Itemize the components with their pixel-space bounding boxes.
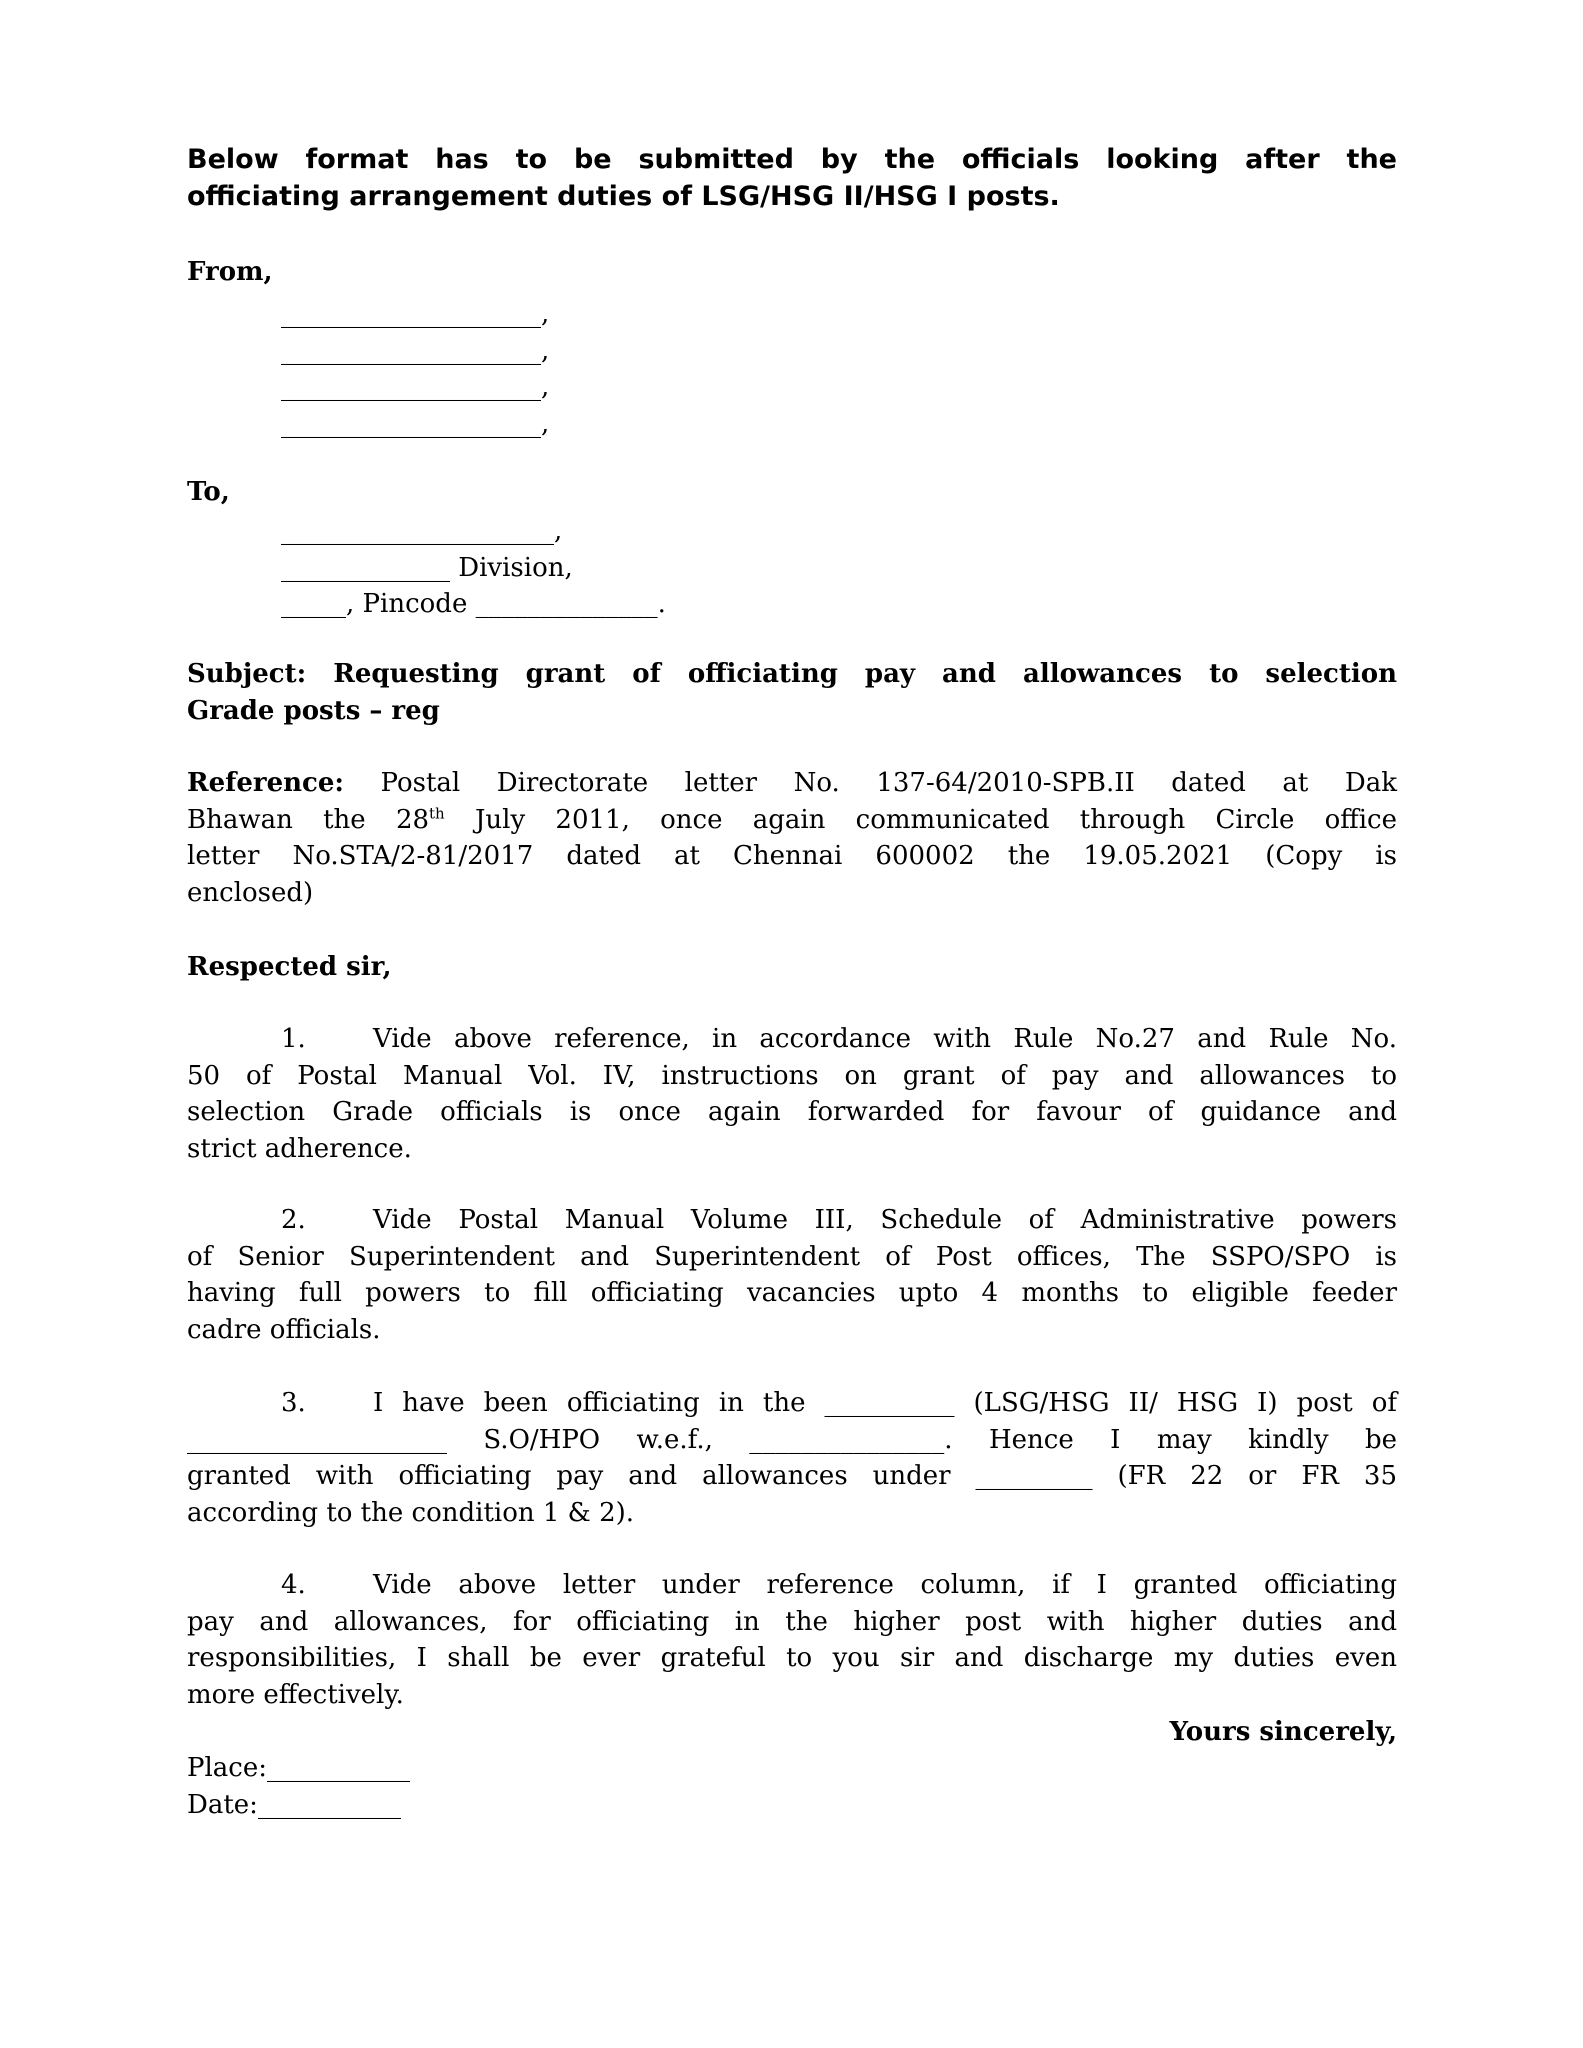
place-date: [187, 1750, 1397, 1823]
paragraph-line: ____________________ S.O/HPO w.e.f., _______________. Hence I may kindly be: [187, 1424, 1397, 1455]
to-line: _____, Pincode ______________.: [281, 589, 666, 620]
paragraph-1: [187, 1021, 1397, 1167]
from-blank: ____________________,: [281, 335, 550, 366]
reference-text: enclosed): [187, 877, 314, 908]
to-address: [187, 513, 1397, 623]
paragraph-line: Vide Postal Manual Volume III, Schedule of Administrative powers: [373, 1205, 1397, 1235]
paragraph-number: 1.: [281, 1024, 306, 1054]
reference-text: July 2011, once again communicated through Circle office: [444, 804, 1398, 835]
paragraph-line: Vide above letter under reference column, if I granted officiating: [373, 1570, 1397, 1600]
heading-line: Below format has to be submitted by the officials looking after the: [187, 144, 1397, 175]
paragraph-number: 3.: [281, 1388, 306, 1418]
to-line: _____________ Division,: [281, 552, 573, 583]
from-blank: ____________________,: [281, 299, 550, 329]
reference-sup: th: [429, 803, 445, 822]
paragraph-line: I have been officiating in the __________ (LSG/HSG II/ HSG I) post of: [373, 1388, 1397, 1418]
paragraph-line: having full powers to fill officiating vacancies upto 4 months to eligible feeder: [187, 1278, 1397, 1309]
heading: [187, 142, 1397, 215]
paragraph-3: [187, 1385, 1397, 1531]
reference-text: Postal Directorate letter No. 137-64/2010-SPB.II dated at Dak: [380, 768, 1398, 798]
paragraph-line: of Senior Superintendent and Superintendent of Post offices, The SSPO/SPO is: [187, 1241, 1397, 1272]
reference-text: letter No.STA/2-81/2017 dated at Chennai 600002 the 19.05.2021 (Copy is: [187, 841, 1397, 872]
paragraph-line: selection Grade officials is once again forwarded for favour of guidance and: [187, 1097, 1397, 1128]
subject-line: Grade posts – reg: [187, 695, 440, 726]
paragraph-2: [187, 1202, 1397, 1348]
reference-label: Reference:: [187, 768, 344, 798]
subject-line: Subject: Requesting grant of officiating pay and allowances to selection: [187, 659, 1397, 689]
paragraph-line: more effectively.: [187, 1679, 404, 1710]
paragraph-line: responsibilities, I shall be ever grateful to you sir and discharge my duties even: [187, 1643, 1397, 1674]
place-field: Place:___________: [187, 1753, 411, 1783]
to-label: To,: [187, 477, 230, 507]
from-block: [187, 254, 1397, 291]
closing-text: Yours sincerely,: [1169, 1717, 1397, 1747]
paragraph-line: according to the condition 1 & 2).: [187, 1497, 635, 1528]
paragraph-4: [187, 1567, 1397, 1713]
paragraph-line: granted with officiating pay and allowances under _________ (FR 22 or FR 35: [187, 1461, 1397, 1492]
paragraph-number: 2.: [281, 1205, 306, 1235]
from-blank: ____________________,: [281, 372, 550, 403]
paragraph-line: pay and allowances, for officiating in the higher post with higher duties and: [187, 1606, 1397, 1637]
reference-text: Bhawan the 28: [187, 804, 430, 835]
paragraph-number: 4.: [281, 1570, 306, 1600]
reference: [187, 765, 1397, 911]
from-label: From,: [187, 257, 273, 287]
closing: [187, 1714, 1397, 1751]
paragraph-line: Vide above reference, in accordance with Rule No.27 and Rule No.: [373, 1024, 1397, 1054]
paragraph-line: 50 of Postal Manual Vol. IV, instructions on grant of pay and allowances to: [187, 1060, 1397, 1091]
date-field: Date:___________: [187, 1789, 401, 1820]
salutation: [187, 949, 1397, 986]
heading-line: officiating arrangement duties of LSG/HSG II/HSG I posts.: [187, 180, 1060, 212]
from-blank: ____________________,: [281, 408, 550, 439]
to-line: _____________________,: [281, 516, 563, 546]
subject: [187, 656, 1397, 729]
salutation-text: Respected sir,: [187, 952, 392, 982]
paragraph-line: strict adherence.: [187, 1133, 412, 1164]
from-address: [187, 296, 1397, 442]
paragraph-line: cadre officials.: [187, 1314, 381, 1345]
to-block: [187, 474, 1397, 511]
